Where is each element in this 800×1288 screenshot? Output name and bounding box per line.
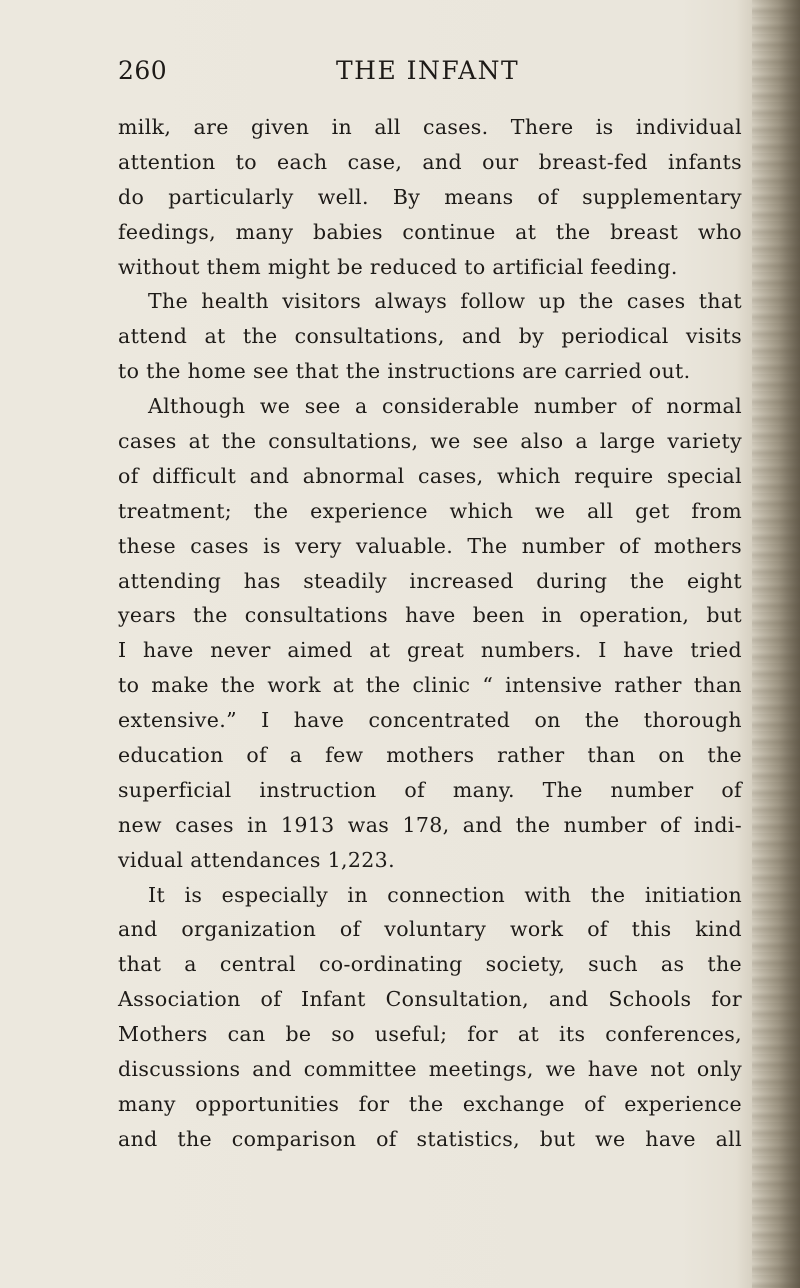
page-edge-shadow [752,0,800,1288]
text-line: new cases in 1913 was 178, and the number of indi- [118,812,742,837]
text-line: Although we see a considerable number of normal [148,394,742,419]
text-line: The health visitors always follow up the cases that [148,289,742,314]
text-line: cases at the consultations, we see also a large variety [118,429,742,454]
text-line: feedings, many babies continue at the breast who [118,219,742,244]
text-line: and organization of voluntary work of this kind [118,917,742,942]
text-line: do particularly well. By means of supplementary [118,184,742,209]
text-line: extensive.” I have concentrated on the thorough [118,708,742,733]
text-line: these cases is very valuable. The number of mothers [118,533,742,558]
page-number: 260 [118,56,168,85]
text-line: treatment; the experience which we all get from [118,498,742,523]
text-line: superficial instruction of many. The number of [118,777,742,802]
text-line: milk, are given in all cases. There is individual [118,115,742,139]
text-line: and the comparison of statistics, but we have all [118,1126,742,1151]
running-head [118,56,736,96]
text-line: attention to each case, and our breast-fed infants [118,149,742,174]
body-text [118,110,742,1157]
text-line: many opportunities for the exchange of experience [118,1091,742,1116]
text-line: Association of Infant Consultation, and Schools for [118,987,742,1012]
text-line: without them might be reduced to artificial feeding. [118,254,678,279]
text-line: to make the work at the clinic “ intensive rather than [118,673,742,698]
text-line: that a central co-ordinating society, such as the [118,952,742,977]
text-line: years the consultations have been in operation, but [118,603,742,628]
text-line: vidual attendances 1,223. [118,847,395,872]
text-line: Mothers can be so useful; for at its conferences, [118,1022,742,1047]
running-title: THE INFANT [336,56,520,85]
text-line: I have never aimed at great numbers. I have tried [118,638,742,663]
text-line: to the home see that the instructions are carried out. [118,359,691,384]
text-line: attending has steadily increased during the eight [118,568,742,593]
text-line: It is especially in connection with the initiation [148,882,742,907]
text-line: attend at the consultations, and by periodical visits [118,324,742,349]
text-line: education of a few mothers rather than on the [118,743,742,768]
text-line: discussions and committee meetings, we have not only [118,1057,742,1082]
text-line: of difficult and abnormal cases, which require special [118,463,742,488]
